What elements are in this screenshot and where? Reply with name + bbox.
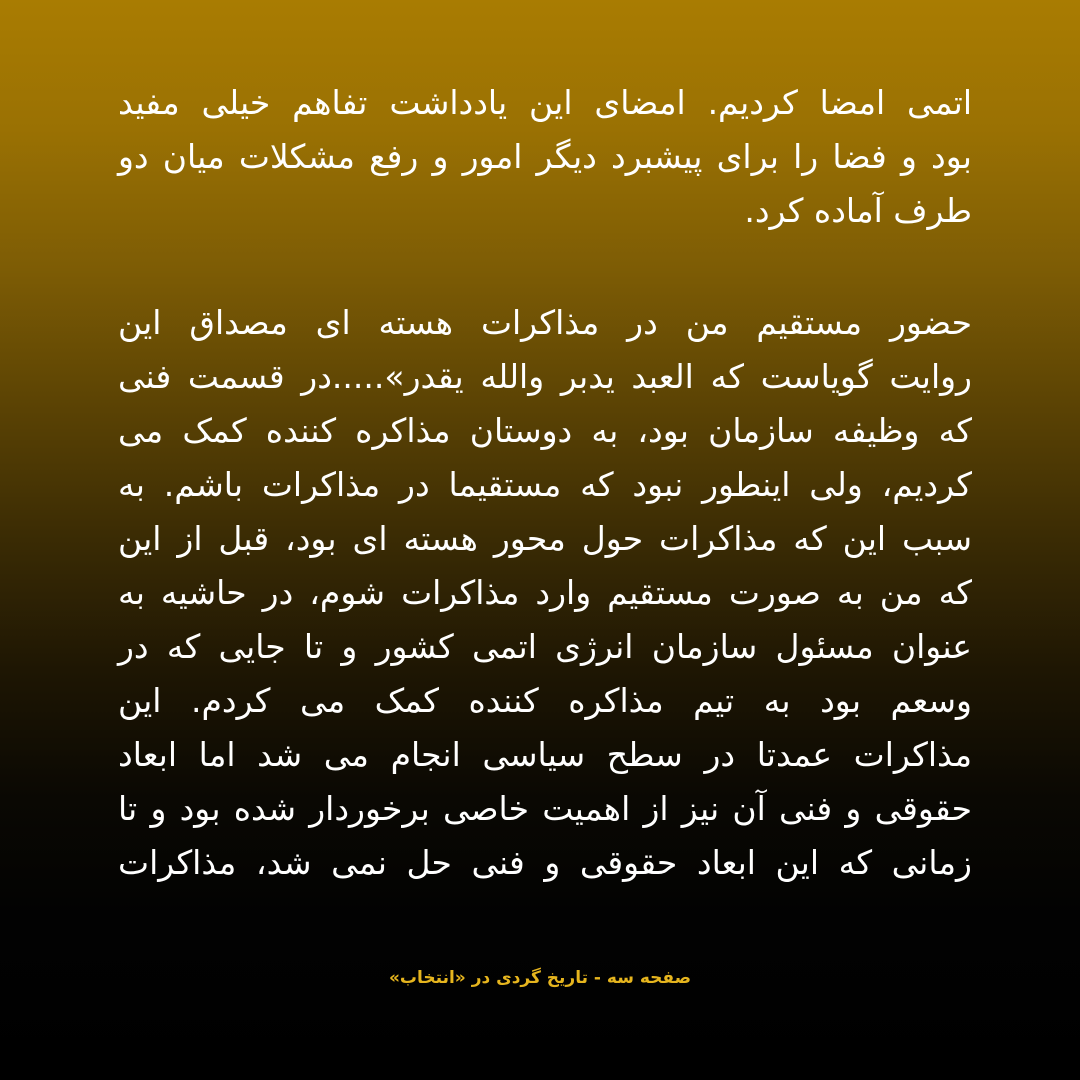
text-line: حضور مستقیم من در مذاکرات هسته ای مصداق این (118, 303, 972, 342)
text-line: عنوان مسئول سازمان انرژی اتمی کشور و تا جایی که در (118, 627, 972, 666)
text-line: کردیم، ولی اینطور نبود که مستقیما در مذاکرات باشم. به (118, 465, 972, 504)
text-line: که من به صورت مستقیم وارد مذاکرات شوم، در حاشیه به (118, 573, 972, 612)
text-line: زمانی که این ابعاد حقوقی و فنی حل نمی شد، مذاکرات (118, 843, 972, 882)
text-line: اتمی امضا کردیم. امضای این یادداشت تفاهم خیلی مفید (118, 83, 972, 122)
text-line: روایت گویاست که العبد یدبر والله یقدر».....در قسمت فنی (118, 357, 972, 396)
text-line: بود و فضا را برای پیشبرد دیگر امور و رفع مشکلات میان دو (118, 137, 972, 176)
text-line: که وظیفه سازمان بود، به دوستان مذاکره کننده کمک می (118, 411, 972, 450)
text-line: وسعم بود به تیم مذاکره کننده کمک می کردم. این (118, 681, 972, 720)
text-line: حقوقی و فنی آن نیز از اهمیت خاصی برخوردار شده بود و تا (118, 789, 972, 828)
page-footer-caption: صفحه سه - تاریخ گردی در «انتخاب» (388, 968, 692, 988)
text-line: سبب این که مذاکرات حول محور هسته ای بود، قبل از این (118, 519, 972, 558)
paragraph-1 (118, 76, 972, 238)
text-line: مذاکرات عمدتا در سطح سیاسی انجام می شد اما ابعاد (118, 735, 972, 774)
text-line: طرف آماده کرد. (744, 191, 972, 230)
paragraph-2 (118, 296, 972, 890)
